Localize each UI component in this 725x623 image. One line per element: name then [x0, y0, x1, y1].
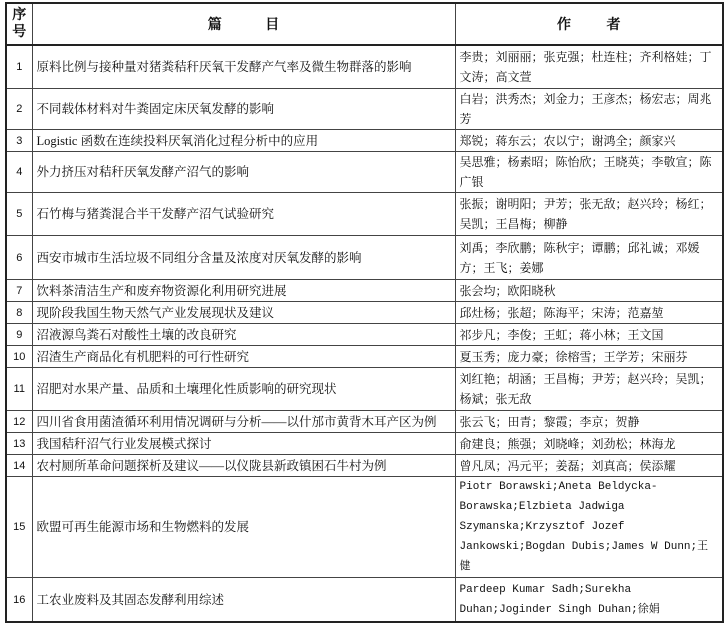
- row-number: 12: [6, 411, 32, 433]
- table-row: [6, 152, 723, 193]
- article-title: 原料比例与接种量对猪粪秸秆厌氧干发酵产气率及微生物群落的影响: [32, 45, 455, 89]
- article-title: 外力挤压对秸秆厌氧发酵产沼气的影响: [32, 152, 455, 193]
- article-authors: 邱灶杨；张超；陈海平；宋涛；范嘉堃: [455, 302, 723, 324]
- header-number: 序 号: [6, 3, 32, 45]
- contents-table: [5, 2, 724, 623]
- table-row: [6, 477, 723, 578]
- article-authors: 张振；谢明阳；尹芳；张无敌；赵兴玲；杨红；吴凯；王昌梅；柳静: [455, 193, 723, 236]
- article-title: 饮料茶清洁生产和废弃物资源化利用研究进展: [32, 280, 455, 302]
- article-title: 沼肥对水果产量、品质和土壤理化性质影响的研究现状: [32, 368, 455, 411]
- row-number: 14: [6, 455, 32, 477]
- article-title: 欧盟可再生能源市场和生物燃料的发展: [32, 477, 455, 578]
- row-number: 3: [6, 130, 32, 152]
- table-row: [6, 578, 723, 623]
- table-row: [6, 89, 723, 130]
- table-row: [6, 368, 723, 411]
- table-row: [6, 236, 723, 280]
- article-title: 西安市城市生活垃圾不同组分含量及浓度对厌氧发酵的影响: [32, 236, 455, 280]
- table-row: [6, 193, 723, 236]
- article-title: 沼液源鸟粪石对酸性土壤的改良研究: [32, 324, 455, 346]
- article-authors: 曾凡凤；冯元平；姜磊；刘真高；侯添耀: [455, 455, 723, 477]
- row-number: 10: [6, 346, 32, 368]
- row-number: 11: [6, 368, 32, 411]
- article-title: 不同载体材料对牛粪固定床厌氧发酵的影响: [32, 89, 455, 130]
- table-row: [6, 302, 723, 324]
- article-authors: 吴思雅；杨素昭；陈怡欣；王晓英；李敬宣；陈广银: [455, 152, 723, 193]
- article-title: 工农业废料及其固态发酵利用综述: [32, 578, 455, 623]
- row-number: 1: [6, 45, 32, 89]
- article-authors: 张云飞；田青；黎霞；李京；贺静: [455, 411, 723, 433]
- table-header-row: [6, 3, 723, 45]
- row-number: 5: [6, 193, 32, 236]
- row-number: 7: [6, 280, 32, 302]
- article-authors: 刘禹；李欣鹏；陈秋宇；谭鹏；邱礼诚；邓媛方；王飞；姜娜: [455, 236, 723, 280]
- table-row: [6, 324, 723, 346]
- table-row: [6, 346, 723, 368]
- row-number: 15: [6, 477, 32, 578]
- header-title: 篇 目: [32, 3, 455, 45]
- article-title: 现阶段我国生物天然气产业发展现状及建议: [32, 302, 455, 324]
- article-title: 石竹梅与猪粪混合半干发酵产沼气试验研究: [32, 193, 455, 236]
- article-authors: 祁步凡；李俊；王虹；蒋小林；王文国: [455, 324, 723, 346]
- article-title: 沼渣生产商品化有机肥料的可行性研究: [32, 346, 455, 368]
- row-number: 2: [6, 89, 32, 130]
- toc-page: [5, 2, 722, 623]
- table-row: [6, 45, 723, 89]
- table-row: [6, 455, 723, 477]
- article-authors: 俞建良；熊强；刘晓峰；刘劲松；林海龙: [455, 433, 723, 455]
- article-authors: 白岩；洪秀杰；刘金力；王彦杰；杨宏志；周兆芳: [455, 89, 723, 130]
- table-row: [6, 411, 723, 433]
- article-authors: 夏玉秀；庞力豪；徐榕雪；王学芳；宋丽芬: [455, 346, 723, 368]
- row-number: 4: [6, 152, 32, 193]
- article-title: 农村厕所革命问题探析及建议——以仪陇县新政镇困石牛村为例: [32, 455, 455, 477]
- article-authors: 郑锐；蒋东云；农以宁；谢鸿全；颜家兴: [455, 130, 723, 152]
- article-title: 四川省食用菌渣循环利用情况调研与分析——以什邡市黄背木耳产区为例: [32, 411, 455, 433]
- article-title: Logistic 函数在连续投料厌氧消化过程分析中的应用: [32, 130, 455, 152]
- article-authors: 刘红艳；胡涵；王昌梅；尹芳；赵兴玲；吴凯；杨斌；张无敌: [455, 368, 723, 411]
- article-authors: 李贵；刘丽丽；张克强；杜连柱；齐利格娃；丁文涛；高文萱: [455, 45, 723, 89]
- header-author: 作 者: [455, 3, 723, 45]
- table-row: [6, 280, 723, 302]
- row-number: 8: [6, 302, 32, 324]
- row-number: 9: [6, 324, 32, 346]
- table-row: [6, 433, 723, 455]
- article-authors: Piotr Borawski;Aneta Beldycka-Borawska;Elzbieta Jadwiga Szymanska;Krzysztof Jozef Jankowski;Bogdan Dubis;James W Dunn;王健: [455, 477, 723, 578]
- article-title: 我国秸秆沼气行业发展模式探讨: [32, 433, 455, 455]
- article-authors: Pardeep Kumar Sadh;Surekha Duhan;Joginder Singh Duhan;徐娟: [455, 578, 723, 623]
- row-number: 16: [6, 578, 32, 623]
- table-row: [6, 130, 723, 152]
- row-number: 13: [6, 433, 32, 455]
- article-authors: 张会均；欧阳晓秋: [455, 280, 723, 302]
- row-number: 6: [6, 236, 32, 280]
